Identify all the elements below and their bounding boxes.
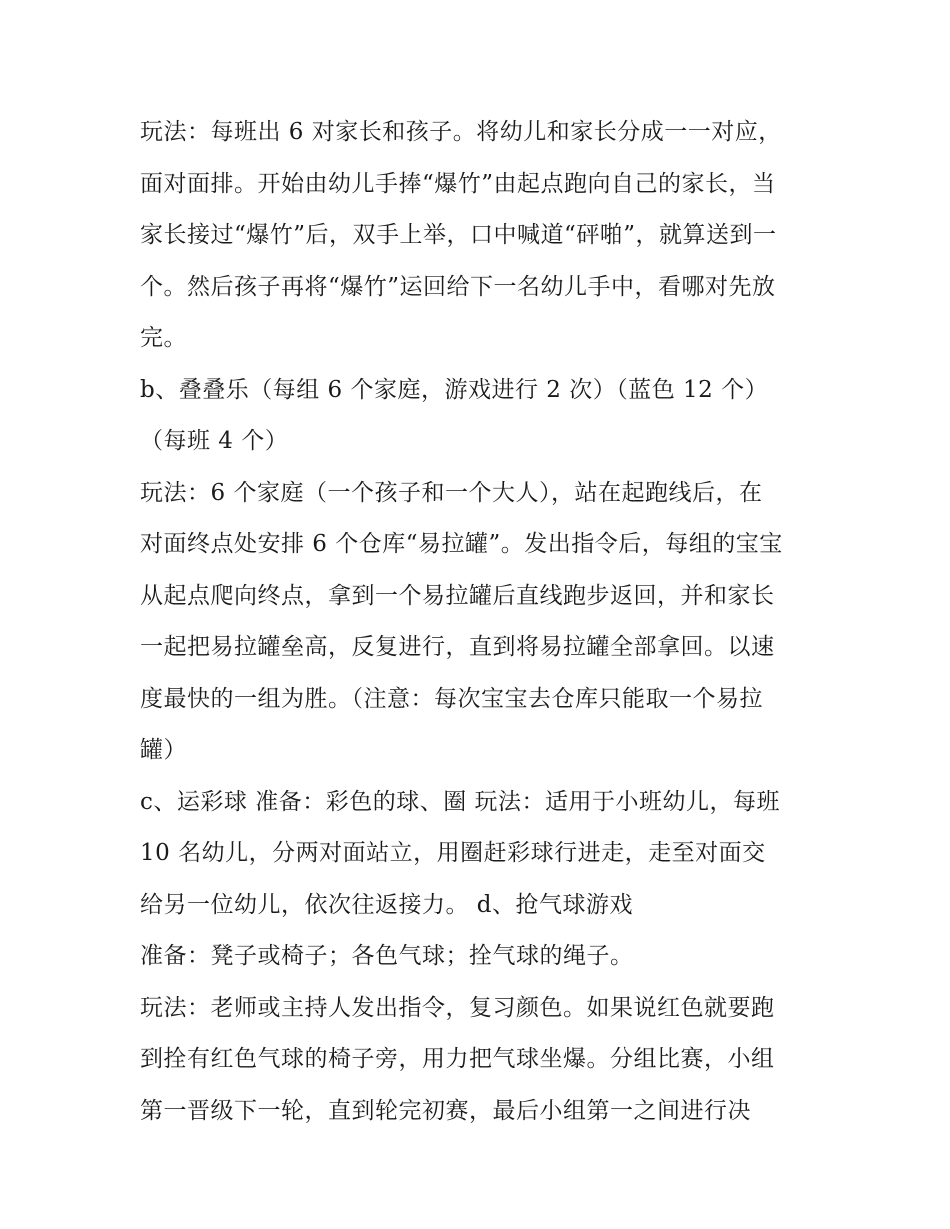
text-line: 玩法：老师或主持人发出指令，复习颜色。如果说红色就要跑 xyxy=(140,994,775,1021)
text-line: 玩法：6 个家庭（一个孩子和一个大人），站在起跑线后，在 xyxy=(140,479,763,506)
text-line: 第一晋级下一轮，直到轮完初赛，最后小组第一之间进行决 xyxy=(140,1097,751,1124)
text-line: 完。 xyxy=(140,325,187,351)
document-body xyxy=(140,107,820,1137)
text-line: 对面终点处安排 6 个仓库“易拉罐”。发出指令后，每组的宝宝 xyxy=(140,531,783,557)
section-heading-c: c、运彩球 准备：彩色的球、圈 玩法：适用于小班幼儿，每班 xyxy=(140,788,781,815)
text-line: 玩法：每班出 6 对家长和孩子。将幼儿和家长分成一一对应， xyxy=(140,119,782,145)
text-line: 家长接过“爆竹”后，双手上举，口中喊道“砰啪”，就算送到一 xyxy=(140,222,777,248)
text-line: 到拴有红色气球的椅子旁，用力把气球坐爆。分组比赛，小组 xyxy=(140,1046,775,1072)
section-heading-b: b、叠叠乐（每组 6 个家庭，游戏进行 2 次）（蓝色 12 个） xyxy=(140,376,769,403)
text-line: 从起点爬向终点，拿到一个易拉罐后直线跑步返回，并和家长 xyxy=(140,582,775,609)
text-line: 一起把易拉罐垒高，反复进行，直到将易拉罐全部拿回。以速 xyxy=(140,634,775,660)
text-line: 给另一位幼儿，依次往返接力。 d、抢气球游戏 xyxy=(140,891,634,918)
text-line: 个。然后孩子再将“爆竹”运回给下一名幼儿手中，看哪对先放 xyxy=(140,273,776,300)
text-line: （每班 4 个） xyxy=(140,428,289,454)
text-line: 面对面排。开始由幼儿手捧“爆竹”由起点跑向自己的家长，当 xyxy=(140,170,776,197)
text-line: 度最快的一组为胜。（注意：每次宝宝去仓库只能取一个易拉 xyxy=(140,685,763,712)
text-line: 罐） xyxy=(140,737,187,763)
text-line: 准备：凳子或椅子；各色气球；拴气球的绳子。 xyxy=(140,943,634,969)
text-line: 10 名幼儿，分两对面站立，用圈赶彩球行进走，走至对面交 xyxy=(140,840,766,866)
